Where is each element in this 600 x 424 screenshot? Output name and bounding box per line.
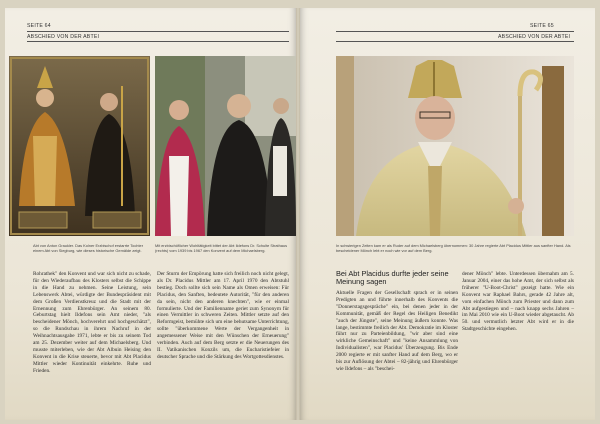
right-page bbox=[300, 8, 595, 420]
right-header-rule bbox=[336, 31, 574, 32]
article-subheading: Bei Abt Placidus durfte jeder seine Meinung sagen bbox=[336, 269, 449, 287]
left-column-1-text: Rohrathek" den Konvent und war sich nicht zu schade, für den Wiederaufbau des Klosters selbst die Schippe in die Hand zu nehmen. Seine Leistung, sein Lebenswerk Abtei, würdigte der Bundespräsident mit dem Großen Verdienstkreuz und die Stadt mit der Ernennung zum Ehrenbürger. An seinem 80. Geburtstag hielt Ildefons sein Amt nieder, "als bescheidener Mönch, hochverehrt und hochgeschätzt", so die Rundschau in ihrem Nachruf in der Weihnachtsausgabe 1971, lebte er bis zu seinem Tod am 25. Dezember weiter auf dem Michaelsberg. Und musste miterleben, wie der Abt Albuin Heising den Konvent in die Krise steuerte, bevor mit Abt Placidus Mittler wieder Kontinuität einkehrte. Ruhe und Frieden. bbox=[33, 271, 151, 374]
left-section-label: ABSCHIED VON DER ABTEI bbox=[27, 34, 100, 40]
painting-caption: Abt von Anton Graukler. Das Kolner Erzbischof erstarrte Tochter einem Abt von Siegburg, wie dieses historische Gemälde zeigt. bbox=[33, 243, 143, 253]
left-text-column-1 bbox=[33, 271, 151, 375]
right-text-column-1 bbox=[336, 290, 458, 373]
clergy-caption: Mit erzbischöflicher Wohltätigkeit bittet der Abt Ildefons Dr. Schulte Strathaus (rechts) vom 1939 bis 1967 den Konvent auf dem Michaelsberg. bbox=[155, 243, 288, 253]
left-page-number: SEITE 64 bbox=[27, 23, 51, 29]
left-column-2-text: Der Sturm der Empörung hatte sich freilich noch nicht gelegt, als Dr. Placidus Mittler am 17. April 1970 den Abtstuhl bestieg. Doch sollte sich sein Name als Omen erweisen: Für Placidus, den Sanften, bedeutete Autorität, "für den anderen da sein, nicht den anderen knechten", wie er einmal formulierte. Und der Familienname geriet zum Synonym für einen Vermittler in schweren Zeiten. Mittler setzte auf den Reformgeist, bemühte sich um eine behutsame Unterrichtung, sollte "überkommene Werte der Vergangenheit in angemessener Weise mit den Wünschen der Erneuerung" verbinden. Auch auf dem Berg setzte er die Neuerungen des II. Vatikanischen Konzils um, die Eucharistiefeier in deutscher Sprache und die Stärkung des Wortgottesdienstes. bbox=[157, 271, 289, 360]
painting-photo bbox=[9, 56, 150, 236]
painting-illustration bbox=[9, 56, 150, 236]
abbot-caption: In schwierigen Zeiten kam er als Ruder auf dem Michaelsberg übernommen: 30 Jahre regierte Abt Placidus Mittler aus sanfter Hand. Als bescheidener Mönch lebt er noch wie vor auf dem Berg. bbox=[336, 243, 571, 253]
right-column-2-text: dener Mönch" lebte. Unterdessen übernahm am 5. Januar 2004, einer das hohe Amt, der sich selbst als früherer "U-Boot-Christ" gezeigt hatte. Wie ein Konvent war Raphael Bahrs, gerade 42 Jahre alt, vom einfachen Mönch zum Priester und dann zum Abt aufgestiegen und – nach knapp sechs Jahren – im Mai 2010 wie ein U-Boot wieder abgetaucht. Ab 50. und vermutlich letzter Abt wird er in die Stadtgeschichte eingehen. bbox=[462, 271, 574, 333]
right-header-rule-2 bbox=[336, 41, 574, 42]
right-page-number: SEITE 65 bbox=[530, 23, 554, 29]
clergy-illustration bbox=[155, 56, 296, 236]
clergy-photo bbox=[155, 56, 296, 236]
abbot-illustration bbox=[336, 56, 574, 236]
left-header-rule-2 bbox=[27, 41, 289, 42]
right-column-1-text: Aktuelle Fragen der Gesellschaft sprach er in seinen Predigten an und führte innerhalb des Konvents die "Donnerstagsgespräche" ein, bei denen jeder in der Kommunität, gemäß der Regel des Heiligen Benedikt "auch der Jüngste", seine Meinung äußern konnte. Was lange, bestimmte freilich der Abt. Demokratie im Kloster führt nur zu Parteienbildung, "wir aber sind eine wirkliche Gemeinschaft" und "keine Ansammlung von Individualisten", war Placidus' Überzeugung. Bis Ende 2000 regierte er mit sanfter Hand auf dem Berg, wo er bis zur Auflösung der Abtei – 82-jährig und Ehrenbürger wie Ildefons – als "beschei- bbox=[336, 290, 458, 372]
left-page bbox=[5, 8, 296, 420]
right-section-label: ABSCHIED VON DER ABTEI bbox=[498, 34, 571, 40]
left-text-column-2 bbox=[157, 271, 289, 361]
right-text-column-2 bbox=[462, 271, 574, 333]
left-header-rule bbox=[27, 31, 289, 32]
abbot-photo bbox=[336, 56, 574, 236]
